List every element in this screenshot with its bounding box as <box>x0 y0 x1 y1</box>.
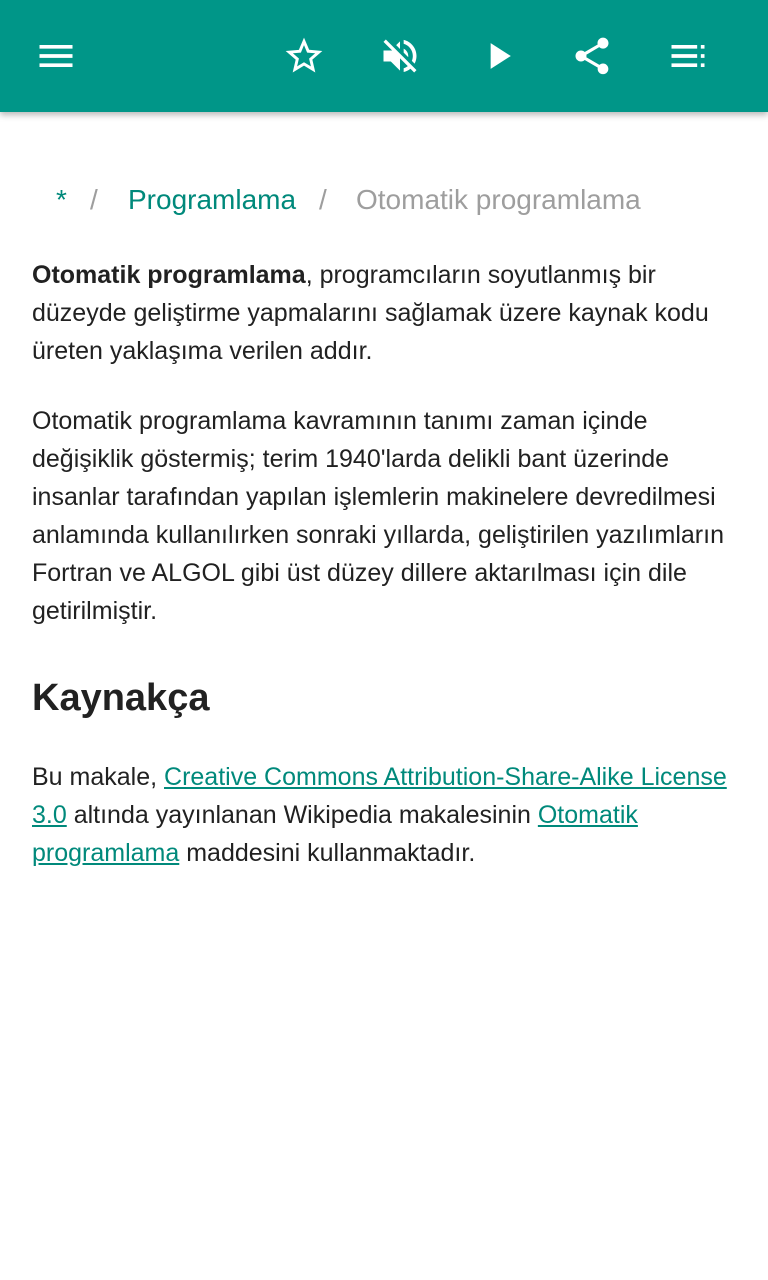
breadcrumb-separator: / <box>319 184 327 215</box>
contents-button[interactable] <box>656 24 720 88</box>
intro-text: , programcıların soyutlanmış bir düzeyde geliştirme yapmalarını sağlamak üzere kaynak kodu üreten yaklaşıma verilen addır. <box>32 261 709 365</box>
menu-icon <box>34 34 78 78</box>
license-text-middle: altında yayınlanan Wikipedia makalesinin <box>66 801 538 829</box>
license-link[interactable]: Creative Commons Attribution-Share-Alike License 3.0 <box>32 763 727 829</box>
breadcrumb-category-link[interactable]: Programlama <box>128 184 297 215</box>
breadcrumb <box>32 180 736 220</box>
play-button[interactable] <box>466 24 530 88</box>
app-bar <box>0 0 768 112</box>
play-icon <box>476 34 520 78</box>
article-term: Otomatik programlama <box>32 261 306 289</box>
menu-button[interactable] <box>24 24 88 88</box>
favorite-button[interactable] <box>272 24 336 88</box>
references-heading: Kaynakça <box>32 677 210 719</box>
playlist-icon <box>666 34 710 78</box>
volume-off-icon <box>378 34 422 78</box>
wikipedia-article-link[interactable]: Otomatik programlama <box>32 801 638 867</box>
mute-button[interactable] <box>368 24 432 88</box>
article-history-paragraph: Otomatik programlama kavramının tanımı zaman içinde değişiklik göstermiş; terim 1940'larda delikli bant üzerinde insanlar tarafından yapılan işlemlerin makinelere devredilmesi anlamında kullanılırken sonraki yıllarda, geliştirilen yazılımların Fortran ve ALGOL gibi üst düzey dillere aktarılması için dile getirilmiştir. <box>32 407 724 625</box>
share-button[interactable] <box>560 24 624 88</box>
article-intro-paragraph <box>32 256 736 370</box>
license-paragraph <box>32 758 736 872</box>
breadcrumb-home-link[interactable]: * <box>56 184 67 215</box>
breadcrumb-current: Otomatik programlama <box>356 184 641 215</box>
license-text-start: Bu makale, <box>32 763 165 791</box>
share-icon <box>570 34 614 78</box>
breadcrumb-separator: / <box>90 184 98 215</box>
license-text-end: maddesini kullanmaktadır. <box>179 839 476 867</box>
star-outline-icon <box>282 34 326 78</box>
